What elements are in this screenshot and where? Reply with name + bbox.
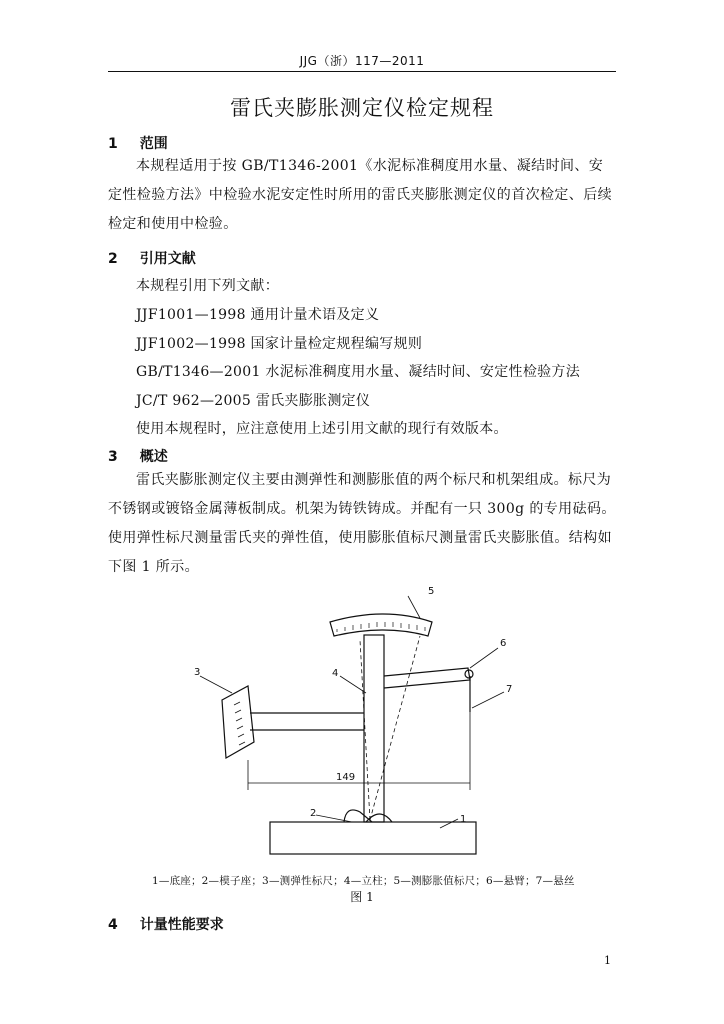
- section-1-paragraph: 本规程适用于按 GB/T1346-2001《水泥标准稠度用水量、凝结时间、安定性检验方法》中检验水泥安定性时所用的雷氏夹膨胀测定仪的首次检定、后续检定和使用中检验。: [108, 158, 612, 232]
- callout-1: 1: [460, 814, 467, 825]
- figure-legend: 1—底座；2—模子座；3—测弹性标尺；4—立柱；5—测膨胀值标尺；6—悬臂；7—悬丝: [152, 875, 575, 887]
- dimension-label: 149: [336, 772, 356, 783]
- section-number: 4: [108, 917, 118, 933]
- running-header: JJG（浙）117—2011: [299, 54, 425, 68]
- section-title: 计量性能要求: [139, 917, 224, 933]
- base-plate: [270, 822, 476, 854]
- reference-item: JC/T 962—2005 雷氏夹膨胀测定仪: [136, 393, 371, 409]
- reference-item: JJF1002—1998 国家计量检定规程编写规则: [136, 336, 423, 352]
- pillar: [364, 635, 384, 822]
- reference-item: GB/T1346—2001 水泥标准稠度用水量、凝结时间、安定性检验方法: [136, 364, 581, 380]
- page-number: 1: [604, 954, 611, 967]
- callout-2: 2: [310, 808, 317, 819]
- callout-5: 5: [428, 586, 435, 597]
- expansion-radius-line: [370, 636, 420, 820]
- section-number: 1: [108, 136, 118, 152]
- section-4-heading: [108, 914, 224, 934]
- references-note: 使用本规程时，应注意使用上述引用文献的现行有效版本。: [136, 421, 508, 437]
- callout-3: 3: [194, 667, 201, 678]
- document-title: 雷氏夹膨胀测定仪检定规程: [230, 96, 494, 120]
- section-title: 概述: [139, 449, 168, 465]
- cantilever: [384, 668, 470, 688]
- section-3-paragraph: 雷氏夹膨胀测定仪主要由测弹性和测膨胀值的两个标尺和机架组成。标尺为不锈钢或镀铬金属薄板制成。机架为铸铁铸成。并配有一只 300g 的专用砝码。使用弹性标尺测量雷氏夹的弹性值，使用膨胀值标尺测量雷氏夹膨胀值。结构如下图 1 所示。: [108, 472, 616, 575]
- callout-7: 7: [506, 684, 513, 695]
- section-number: 3: [108, 449, 118, 465]
- callout-4: 4: [332, 668, 339, 679]
- section-title: 引用文献: [139, 251, 196, 267]
- section-number: 2: [108, 251, 118, 267]
- figure-caption: 图 1: [350, 890, 374, 904]
- section-title: 范围: [139, 136, 168, 152]
- elastic-scale: [222, 686, 254, 758]
- callout-6: 6: [500, 638, 507, 649]
- reference-item: JJF1001—1998 通用计量术语及定义: [136, 307, 380, 323]
- references-intro: 本规程引用下列文献：: [136, 278, 279, 294]
